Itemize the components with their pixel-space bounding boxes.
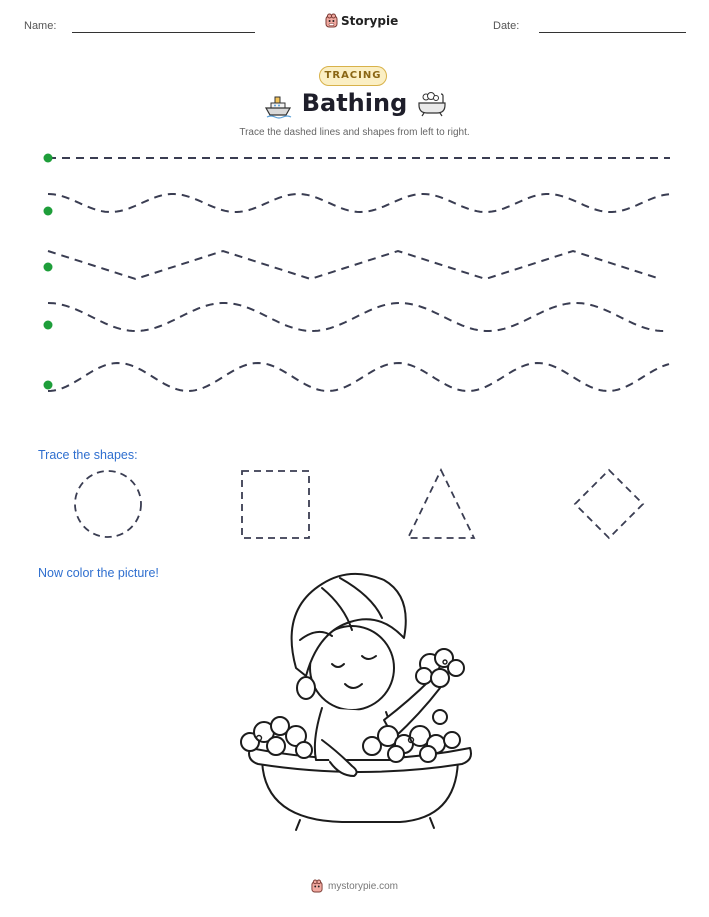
coloring-section-label: Now color the picture! <box>38 566 159 580</box>
storypie-logo-icon <box>311 879 323 893</box>
page-title: Bathing <box>301 89 408 117</box>
brand-name: Storypie <box>341 13 399 28</box>
instructions: Trace the dashed lines and shapes from left to right. <box>239 127 470 138</box>
date-label: Date: <box>493 20 520 32</box>
footer <box>0 879 709 893</box>
name-label: Name: <box>24 20 57 32</box>
tracing-badge: TRACING <box>319 66 387 86</box>
shapes-section-label: Trace the shapes: <box>38 448 138 462</box>
footer-site[interactable]: mystorypie.com <box>327 880 398 892</box>
